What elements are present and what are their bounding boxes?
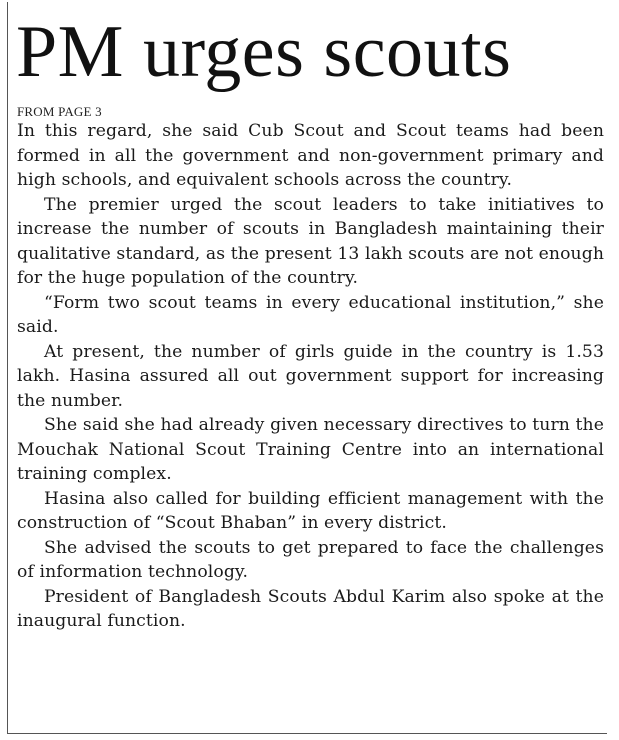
paragraph-2: The premier urged the scout leaders to take initiatives to increase the number of scouts in Bangladesh maintaining their qualitative standard, as the present 13 lakh scouts are not enough for the huge population of the country.: [17, 194, 604, 288]
paragraph-8: President of Bangladesh Scouts Abdul Karim also spoke at the inaugural function.: [17, 586, 604, 631]
column-rule-bottom: [7, 733, 607, 734]
headline: PM urges scouts: [16, 11, 512, 93]
column-rule-left: [7, 2, 8, 734]
paragraph-3: “Form two scout teams in every educational institution,” she said.: [17, 292, 604, 337]
paragraph-5: She said she had already given necessary directives to turn the Mouchak National Scout Training Centre into an international training complex.: [17, 415, 604, 484]
paragraph-4: At present, the number of girls guide in the country is 1.53 lakh. Hasina assured all out government support for increasing the number.: [17, 341, 604, 411]
paragraph-7: She advised the scouts to get prepared to face the challenges of information technology.: [17, 537, 604, 582]
article-body: [17, 119, 604, 634]
jump-line: FROM PAGE 3: [17, 104, 102, 119]
paragraph-1: In this regard, she said Cub Scout and Scout teams had been formed in all the government and non-government primary and high schools, and equivalent schools across the country.: [17, 121, 604, 190]
paragraph-6: Hasina also called for building efficient management with the construction of “Scout Bhaban” in every district.: [17, 488, 604, 533]
